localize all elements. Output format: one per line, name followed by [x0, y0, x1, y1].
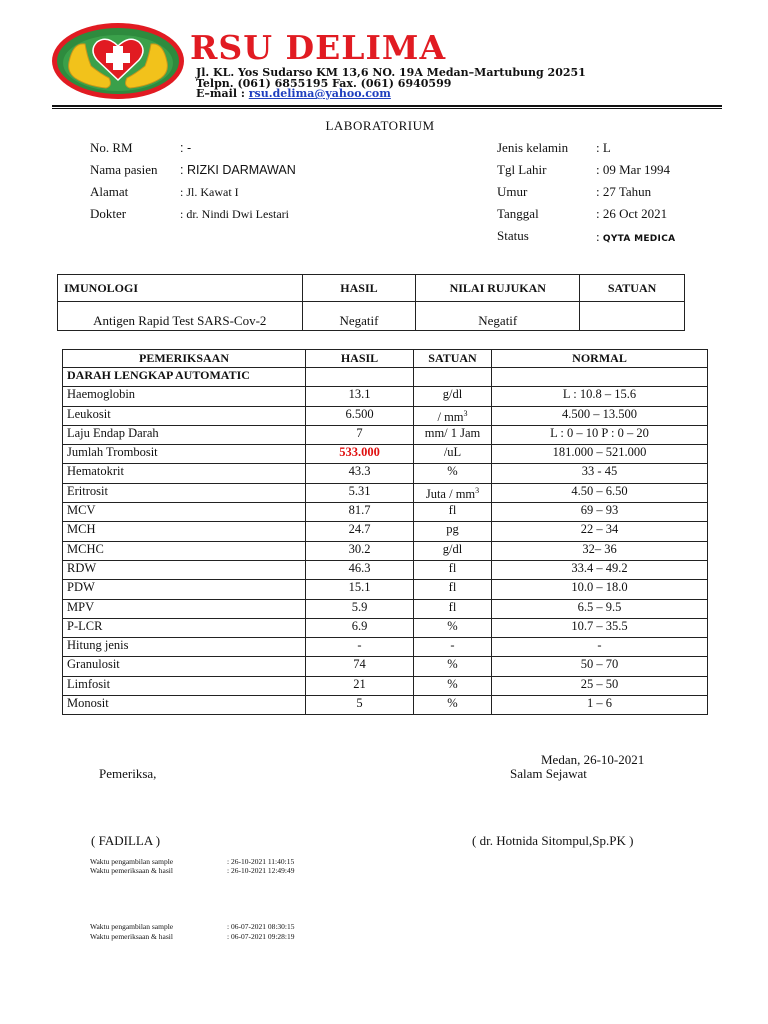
imunologi-table [57, 274, 685, 331]
table-row [63, 560, 708, 579]
imunologi-header-hasil: HASIL [302, 275, 416, 302]
test-unit: mm/ 1 Jam [414, 425, 492, 444]
test-normal-range: 4.50 – 6.50 [492, 483, 708, 502]
test-normal-range: L : 0 – 10 P : 0 – 20 [492, 425, 708, 444]
timestamp-label: Waktu pengambilan sample [90, 922, 174, 931]
test-unit: - [414, 638, 492, 657]
hospital-logo [51, 22, 186, 100]
status-colon: : [596, 229, 600, 244]
imunologi-hasil: Negatif [302, 302, 416, 331]
table-row [63, 696, 708, 715]
test-result: 81.7 [306, 503, 414, 522]
test-normal-range: L : 10.8 – 15.6 [492, 387, 708, 406]
test-normal-range: 4.500 – 13.500 [492, 406, 708, 425]
empty-cell [306, 368, 414, 387]
test-result: 43.3 [306, 464, 414, 483]
value-dokter: : dr. Nindi Dwi Lestari [180, 207, 289, 221]
table-row [63, 580, 708, 599]
table-row [63, 638, 708, 657]
empty-cell [492, 368, 708, 387]
test-name: P-LCR [63, 618, 306, 637]
label-tgl-lahir: Tgl Lahir [497, 162, 547, 177]
test-unit: /uL [414, 445, 492, 464]
table-row [63, 676, 708, 695]
label-no-rm: No. RM [90, 140, 133, 155]
test-unit: % [414, 657, 492, 676]
timestamp-label: Waktu pemeriksaan & hasil [90, 932, 173, 941]
timestamp-label: Waktu pemeriksaan & hasil [90, 866, 173, 875]
test-unit: % [414, 618, 492, 637]
email-link[interactable]: rsu.delima@yahoo.com [248, 87, 391, 100]
header-divider-thin [52, 108, 722, 109]
test-result: 6.500 [306, 406, 414, 425]
imunologi-test-name: Antigen Rapid Test SARS-Cov-2 [58, 302, 303, 331]
test-result: 13.1 [306, 387, 414, 406]
lab-section-row [63, 368, 708, 387]
imunologi-rujukan: Negatif [416, 302, 580, 331]
test-result: 30.2 [306, 541, 414, 560]
table-row [63, 657, 708, 676]
lab-results-table [62, 349, 708, 715]
table-row [63, 464, 708, 483]
label-dokter: Dokter [90, 206, 127, 221]
test-result: 7 [306, 425, 414, 444]
header-divider [52, 105, 722, 107]
status-value: QYTA MEDICA [602, 234, 676, 244]
imunologi-header-satuan: SATUAN [580, 275, 685, 302]
label-umur: Umur [497, 184, 528, 199]
test-unit [414, 406, 492, 425]
test-unit: g/dl [414, 387, 492, 406]
table-row [63, 425, 708, 444]
lab-results-body [63, 387, 708, 715]
imunologi-satuan [580, 302, 685, 331]
test-unit [414, 483, 492, 502]
test-normal-range: 50 – 70 [492, 657, 708, 676]
test-name: Granulosit [63, 657, 306, 676]
value-no-rm: : - [180, 141, 192, 155]
doctor-name: ( dr. Hotnida Sitompul,Sp.PK ) [472, 833, 634, 848]
imunologi-header-rujukan: NILAI RUJUKAN [416, 275, 580, 302]
hospital-name: RSU DELIMA [190, 28, 447, 67]
test-result: 21 [306, 676, 414, 695]
test-result: - [306, 638, 414, 657]
test-result: 74 [306, 657, 414, 676]
table-row [63, 503, 708, 522]
test-unit: pg [414, 522, 492, 541]
table-row [58, 302, 685, 331]
greeting-text: Salam Sejawat [510, 766, 587, 781]
test-name: Hematokrit [63, 464, 306, 483]
timestamp-label: Waktu pengambilan sample [90, 857, 174, 866]
label-jenis-kelamin: Jenis kelamin [497, 140, 569, 155]
lab-section-title: DARAH LENGKAP AUTOMATIC [63, 368, 306, 387]
test-name: Monosit [63, 696, 306, 715]
test-result: 5.9 [306, 599, 414, 618]
test-normal-range: 33 - 45 [492, 464, 708, 483]
test-result: 6.9 [306, 618, 414, 637]
lab-header-hasil: HASIL [306, 350, 414, 368]
test-unit: g/dl [414, 541, 492, 560]
label-nama-pasien: Nama pasien [90, 162, 158, 177]
value-umur: : 27 Tahun [596, 184, 652, 199]
test-name: Hitung jenis [63, 638, 306, 657]
label-alamat: Alamat [90, 184, 129, 199]
hospital-address: Jl. KL. Yos Sudarso KM 13,6 NO. 19A Medan–Martubung 20251 [196, 66, 586, 79]
timestamp-value: : 26-10-2021 12:49:49 [227, 866, 295, 875]
lab-header-satuan: SATUAN [414, 350, 492, 368]
lab-header-pemeriksaan: PEMERIKSAAN [63, 350, 306, 368]
test-unit: % [414, 676, 492, 695]
examiner-label: Pemeriksa, [99, 766, 157, 781]
value-tgl-lahir: : 09 Mar 1994 [596, 162, 671, 177]
test-unit: % [414, 464, 492, 483]
test-normal-range: 6.5 – 9.5 [492, 599, 708, 618]
test-unit: % [414, 696, 492, 715]
imunologi-header-row [58, 275, 685, 302]
test-result: 5.31 [306, 483, 414, 502]
unit-exponent: 3 [475, 485, 480, 495]
timestamp-value: : 26-10-2021 11:40:15 [227, 857, 295, 866]
email-label: E–mail : [196, 87, 245, 100]
test-name: MCV [63, 503, 306, 522]
test-name: Laju Endap Darah [63, 425, 306, 444]
test-name: Jumlah Trombosit [63, 445, 306, 464]
test-normal-range: 1 – 6 [492, 696, 708, 715]
test-unit: fl [414, 560, 492, 579]
value-alamat: : Jl. Kawat I [180, 185, 239, 199]
test-name: Eritrosit [63, 483, 306, 502]
timestamp-value: : 06-07-2021 09:28:19 [227, 932, 295, 941]
test-normal-range: 33.4 – 49.2 [492, 560, 708, 579]
table-row [63, 483, 708, 502]
test-normal-range: 25 – 50 [492, 676, 708, 695]
table-row [63, 387, 708, 406]
lab-header-row [63, 350, 708, 368]
timestamp-value: : 06-07-2021 08:30:15 [227, 922, 295, 931]
test-name: Leukosit [63, 406, 306, 425]
test-name: MCH [63, 522, 306, 541]
test-result: 15.1 [306, 580, 414, 599]
test-name: RDW [63, 560, 306, 579]
test-unit: fl [414, 580, 492, 599]
document-title: LABORATORIUM [325, 118, 435, 133]
test-normal-range: 181.000 – 521.000 [492, 445, 708, 464]
table-row [63, 618, 708, 637]
test-name: MPV [63, 599, 306, 618]
test-unit: fl [414, 503, 492, 522]
heart-hands-logo-icon [51, 22, 186, 100]
table-row [63, 599, 708, 618]
value-tanggal: : 26 Oct 2021 [596, 206, 668, 221]
empty-cell [414, 368, 492, 387]
test-name: MCHC [63, 541, 306, 560]
lab-header-normal: NORMAL [492, 350, 708, 368]
table-row [63, 522, 708, 541]
value-nama-pasien: : RIZKI DARMAWAN [180, 163, 296, 177]
table-row [63, 445, 708, 464]
unit-text: Juta / mm [425, 486, 476, 501]
unit-exponent: 3 [463, 408, 468, 418]
test-normal-range: 10.7 – 35.5 [492, 618, 708, 637]
table-row [63, 541, 708, 560]
test-result: 24.7 [306, 522, 414, 541]
unit-text: / mm [437, 409, 464, 424]
test-result: 533.000 [306, 445, 414, 464]
test-normal-range: 22 – 34 [492, 522, 708, 541]
hospital-phone: Telpn. (061) 6855195 Fax. (061) 6940599 [196, 77, 452, 90]
test-name: Limfosit [63, 676, 306, 695]
test-normal-range: - [492, 638, 708, 657]
test-normal-range: 32– 36 [492, 541, 708, 560]
place-date: Medan, 26-10-2021 [541, 752, 645, 767]
test-result: 5 [306, 696, 414, 715]
table-row [63, 406, 708, 425]
examiner-name: ( FADILLA ) [91, 833, 161, 848]
value-jenis-kelamin: : L [596, 140, 611, 155]
hospital-email [196, 88, 391, 100]
value-status [596, 229, 675, 247]
imunologi-header-test: IMUNOLOGI [58, 275, 303, 302]
test-name: PDW [63, 580, 306, 599]
test-name: Haemoglobin [63, 387, 306, 406]
label-tanggal: Tanggal [497, 206, 539, 221]
test-normal-range: 10.0 – 18.0 [492, 580, 708, 599]
test-unit: fl [414, 599, 492, 618]
test-normal-range: 69 – 93 [492, 503, 708, 522]
label-status: Status [497, 228, 529, 243]
test-result: 46.3 [306, 560, 414, 579]
